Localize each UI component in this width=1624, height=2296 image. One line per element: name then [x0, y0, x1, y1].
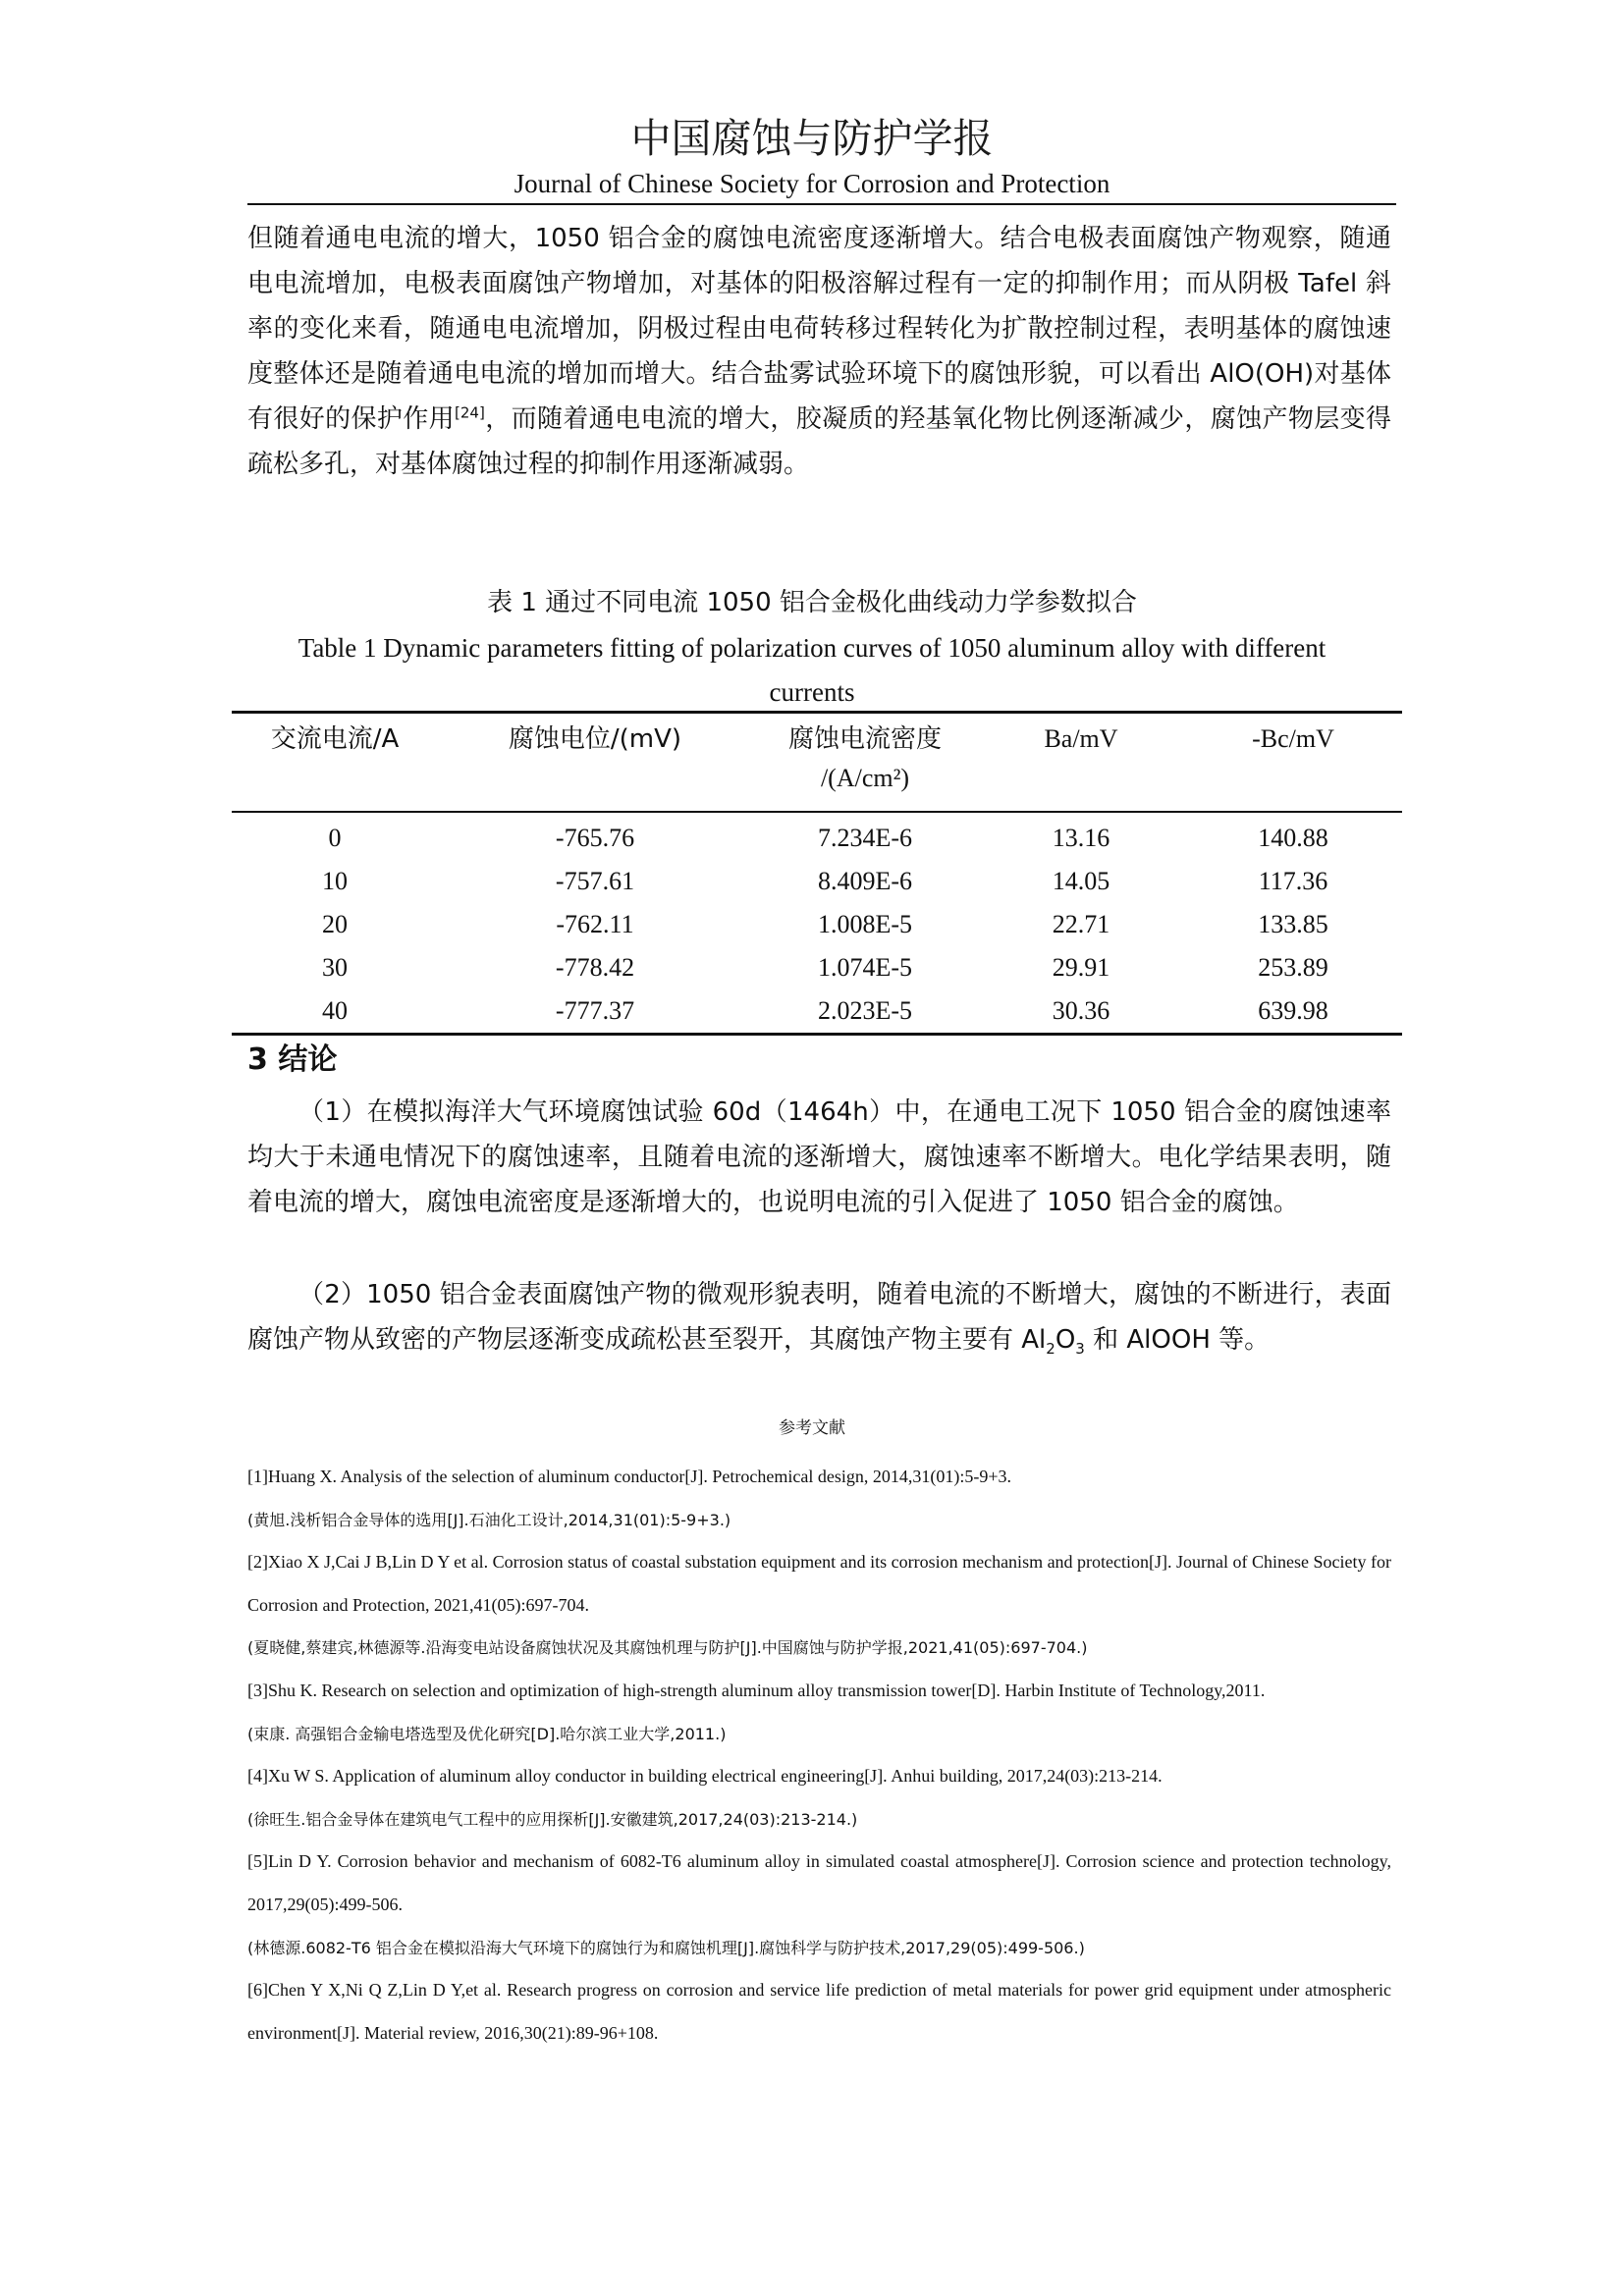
journal-title-cn: 中国腐蚀与防护学报 — [630, 115, 994, 162]
reference-list — [247, 1456, 1391, 2055]
table-cell: 133.85 — [1258, 910, 1328, 938]
table-cell: 253.89 — [1258, 953, 1328, 982]
reference-item: [5]Lin D Y. Corrosion behavior and mechanism of 6082-T6 aluminum alloy in simulated coastal atmosphere[J]. Corrosion science and protection technology, 2017,29(05):499-506. — [247, 1851, 1391, 1914]
intro-text-a: 但随着通电电流的增大，1050 铝合金的腐蚀电流密度逐渐增大。结合电极表面腐蚀产物观察，随通电电流增加，电极表面腐蚀产物增加，对基体的阳极溶解过程有一定的抑制作用；而从阴极 Tafel 斜率的变化来看，随通电电流增加，阴极过程由电荷转移过程转化为扩散控制过程，表明基体的腐蚀速度整体还是随着通电电流的增加而增大。结合盐雾试验环境下的腐蚀形貌，可以看出 AlO(OH)对基体有很好的保护作用 — [247, 224, 1391, 434]
conclusion-2-text-c: 和 AlOOH 等。 — [1084, 1325, 1271, 1355]
subscript-2: 2 — [1046, 1340, 1056, 1359]
reference-item-cn: (束康. 高强铝合金输电塔选型及优化研究[D].哈尔滨工业大学,2011.) — [247, 1724, 727, 1743]
table-cell: 7.234E-6 — [817, 824, 913, 852]
references-title: 参考文献 — [779, 1418, 845, 1438]
reference-item: [1]Huang X. Analysis of the selection of aluminum conductor[J]. Petrochemical design, 2014,31(01):5-9+3. — [247, 1467, 1011, 1486]
header-rule — [247, 203, 1396, 205]
reference-item-cn: (徐旺生.铝合金导体在建筑电气工程中的应用探析[J].安徽建筑,2017,24(03):213-214.) — [247, 1809, 858, 1829]
table-cell: 10 — [322, 867, 348, 895]
reference-item: [2]Xiao X J,Cai J B,Lin D Y et al. Corrosion status of coastal substation equipment and its corrosion mechanism and protection[J]. Journal of Chinese Society for Corrosion and Protection, 2021,41(05):697-704. — [247, 1552, 1391, 1615]
table-row — [232, 812, 1402, 860]
citation-24: [24] — [455, 403, 485, 422]
table-cell: -778.42 — [555, 953, 635, 982]
table-cell: 1.074E-5 — [817, 953, 913, 982]
table-cell: 13.16 — [1052, 824, 1110, 852]
reference-item: [6]Chen Y X,Ni Q Z,Lin D Y,et al. Research progress on corrosion and service life prediction of metal materials for power grid equipment under atmospheric environment[J]. Material review, 2016,30(21):89-96+108. — [247, 1980, 1391, 2043]
table-cell: 0 — [328, 824, 342, 852]
col-header-current: 交流电流/A — [270, 724, 400, 754]
table-cell: 1.008E-5 — [817, 910, 913, 938]
table-row — [232, 903, 1402, 946]
table-cell: -757.61 — [555, 867, 635, 895]
reference-item-cn: (夏晓健,蔡建宾,林德源等.沿海变电站设备腐蚀状况及其腐蚀机理与防护[J].中国腐蚀与防护学报,2021,41(05):697-704.) — [247, 1638, 1088, 1658]
table-caption-en-cont: currents — [769, 677, 855, 707]
table-cell: 20 — [322, 910, 348, 938]
table-cell: 22.71 — [1052, 910, 1110, 938]
col-header-current-density: 腐蚀电流密度 /(A/cm²) — [787, 724, 942, 792]
conclusion-point-2 — [247, 1272, 1391, 1362]
table-cell: 30 — [322, 953, 348, 982]
table-cell: 2.023E-5 — [817, 996, 913, 1025]
conclusion-2-text-b: O — [1055, 1325, 1076, 1355]
table-cell: 140.88 — [1258, 824, 1328, 852]
conclusion-point-1: （1）在模拟海洋大气环境腐蚀试验 60d（1464h）中，在通电工况下 1050 铝合金的腐蚀速率均大于未通电情况下的腐蚀速率，且随着电流的逐渐增大，腐蚀速率不断增大。电化学结果表明，随着电流的增大，腐蚀电流密度是逐渐增大的，也说明电流的引入促进了 1050 铝合金的腐蚀。 — [247, 1097, 1391, 1217]
reference-item-cn: (林德源.6082-T6 铝合金在模拟沿海大气环境下的腐蚀行为和腐蚀机理[J].腐蚀科学与防护技术,2017,29(05):499-506.) — [247, 1938, 1085, 1957]
col-header-potential: 腐蚀电位/(mV) — [508, 724, 682, 754]
journal-title-en: Journal of Chinese Society for Corrosion and Protection — [514, 169, 1110, 198]
table-cell: 639.98 — [1258, 996, 1328, 1025]
col-header-ba: Ba/mV — [1044, 724, 1118, 753]
table-cell: 8.409E-6 — [817, 867, 913, 895]
table-cell: 30.36 — [1052, 996, 1110, 1025]
reference-item-cn: (黄旭.浅析铝合金导体的选用[J].石油化工设计,2014,31(01):5-9+3.) — [247, 1510, 731, 1529]
table-row — [232, 989, 1402, 1035]
table-cell: 29.91 — [1052, 953, 1110, 982]
table-cell: -777.37 — [555, 996, 635, 1025]
conclusion-2-text-a: （2）1050 铝合金表面腐蚀产物的微观形貌表明，随着电流的不断增大，腐蚀的不断进行，表面腐蚀产物从致密的产物层逐渐变成疏松甚至裂开，其腐蚀产物主要有 Al — [247, 1280, 1391, 1355]
section-title-conclusion: 3 结论 — [247, 1042, 338, 1077]
table-header-row — [232, 713, 1402, 813]
table-cell: 14.05 — [1052, 867, 1110, 895]
reference-item: [3]Shu K. Research on selection and optimization of high-strength aluminum alloy transmission tower[D]. Harbin Institute of Technology,2011. — [247, 1680, 1266, 1700]
parameters-table — [232, 711, 1402, 1036]
col-header-bc: -Bc/mV — [1252, 724, 1334, 753]
table-caption-en: Table 1 Dynamic parameters fitting of polarization curves of 1050 aluminum alloy with different — [298, 633, 1326, 663]
table-cell: 117.36 — [1258, 867, 1328, 895]
intro-paragraph — [247, 216, 1391, 487]
table-row — [232, 946, 1402, 989]
intro-text-b: ，而随着通电电流的增大，胶凝质的羟基氧化物比例逐渐减少，腐蚀产物层变得疏松多孔，对基体腐蚀过程的抑制作用逐渐减弱。 — [247, 404, 1391, 479]
table-cell: -762.11 — [556, 910, 634, 938]
table-row — [232, 860, 1402, 903]
subscript-3: 3 — [1075, 1340, 1085, 1359]
table-cell: -765.76 — [555, 824, 635, 852]
table-caption-cn: 表 1 通过不同电流 1050 铝合金极化曲线动力学参数拟合 — [487, 588, 1137, 617]
table-cell: 40 — [322, 996, 348, 1025]
reference-item: [4]Xu W S. Application of aluminum alloy conductor in building electrical engineering[J]. Anhui building, 2017,24(03):213-214. — [247, 1766, 1163, 1787]
